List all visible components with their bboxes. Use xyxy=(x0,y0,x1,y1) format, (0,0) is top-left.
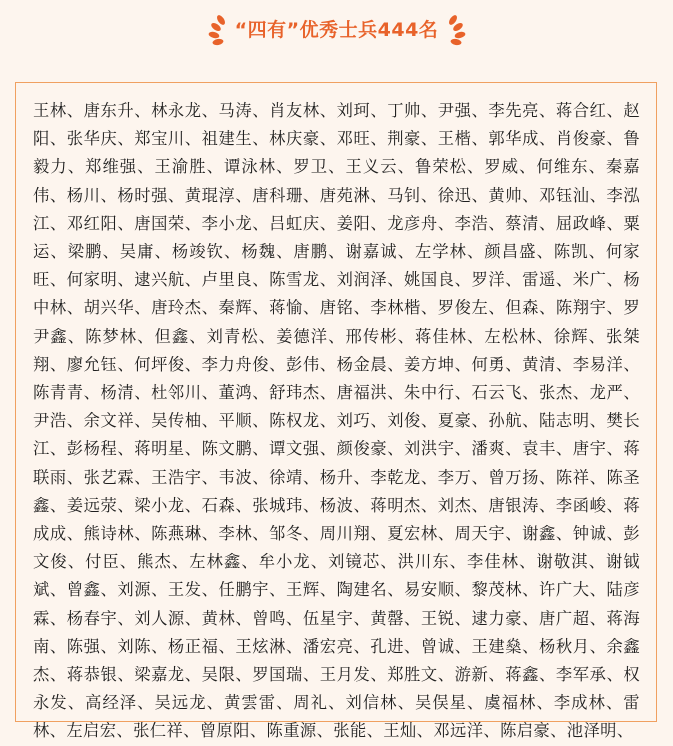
laurel-right-icon xyxy=(446,14,468,48)
name-list-text: 王林、唐东升、林永龙、马涛、肖友林、刘珂、丁帅、尹强、李先亮、蒋合红、赵阳、张华庆、郑宝川、祖建生、林庆豪、邓旺、荆豪、王楷、郭华成、肖俊豪、鲁毅力、郑维强、王渝胜、谭泳林、罗卫、王义云、鲁荣松、罗威、何维东、秦嘉伟、杨川、杨时强、黄琨淳、唐科珊、唐苑淋、马钊、徐迅、黄帅、邓钰汕、李泓江、邓红阳、唐国荣、李小龙、吕虹庆、姜阳、龙彦舟、李浩、蔡清、屈政峰、粟运、梁鹏、吴庸、杨竣钦、杨魏、唐鹏、谢嘉诚、左学林、颜昌盛、陈凯、何家旺、何家明、逮兴航、卢里良、陈雪龙、刘润泽、姚国良、罗洋、雷遥、米广、杨中林、胡兴华、唐玲杰、秦辉、蒋愉、唐铭、李林楷、罗俊左、但森、陈翔宇、罗尹鑫、陈梦林、但鑫、刘青松、姜德洋、邢传彬、蒋佳林、左松林、徐辉、张桀翔、廖允钰、何坪俊、李力舟俊、彭伟、杨金晨、姜方坤、何勇、黄清、李易洋、陈青青、杨清、杜邻川、董鸿、舒玮杰、唐福洪、朱中行、石云飞、张杰、龙严、尹浩、余文祥、吴传柚、平顺、陈权龙、刘巧、刘俊、夏豪、孙航、陆志明、樊长江、彭杨程、蒋明星、陈文鹏、谭文强、颜俊豪、刘洪宇、潘爽、袁丰、唐宇、蒋联雨、张艺霖、王浩宇、韦波、徐靖、杨升、李乾龙、李万、曾万扬、陈祥、陈圣鑫、姜远荥、梁小龙、石森、张城玮、杨波、蒋明杰、刘杰、唐银涛、李函峻、蒋成成、熊诗林、陈燕琳、李林、邹冬、周川翔、夏宏林、周天宇、谢鑫、钟诚、彭文俊、付臣、熊杰、左林鑫、牟小龙、刘镜芯、洪川东、李佳林、谢敬淇、谢钺斌、曾鑫、刘源、王发、任鹏宇、王辉、陶建名、易安顺、黎茂林、许广大、陆彦霖、杨春宇、刘人源、黄林、曾鸣、伍星宇、黄罄、王锐、逮力豪、唐广超、蒋海南、陈强、刘陈、杨正福、王炫淋、潘宏亮、孔进、曾诚、王建燊、杨秋月、余鑫杰、蒋恭银、梁嘉龙、吴限、罗国瑞、王月发、郑胜文、游新、蒋鑫、李军承、权永发、高经泽、吴远龙、黄雲雷、周礼、刘信林、吴俣星、虞福林、李成林、雷林、左启宏、张仁祥、曾原阳、陈重源、张能、王灿、邓远洋、陈启豪、池泽明、 xyxy=(33,101,640,741)
name-list-box xyxy=(15,82,657,741)
page-header xyxy=(0,0,673,62)
page-title: “四有”优秀士兵444名 xyxy=(234,19,439,41)
